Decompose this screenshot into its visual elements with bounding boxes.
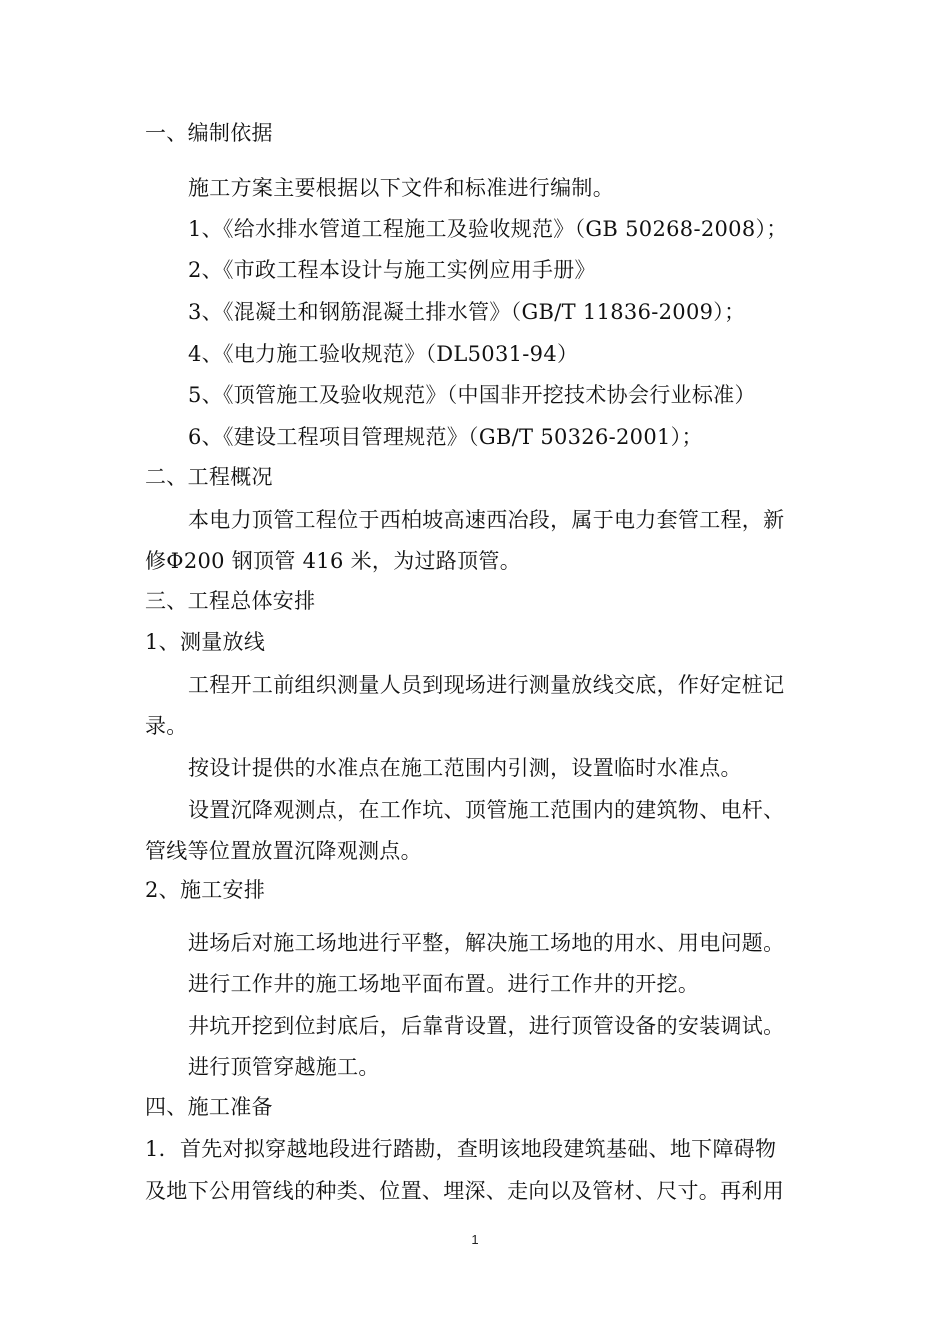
paragraph-line: 进行工作井的施工场地平面布置。进行工作井的开挖。 bbox=[188, 972, 700, 996]
paragraph-line: 管线等位置放置沉降观测点。 bbox=[145, 839, 422, 863]
paragraph-line: 施工方案主要根据以下文件和标准进行编制。 bbox=[188, 176, 614, 200]
subsection-heading-1: 1、测量放线 bbox=[145, 630, 266, 654]
section-heading-2: 二、工程概况 bbox=[145, 465, 273, 489]
paragraph-line: 井坑开挖到位封底后，后靠背设置，进行顶管设备的安装调试。 bbox=[188, 1014, 785, 1038]
reference-item-2: 2、《市政工程本设计与施工实例应用手册》 bbox=[188, 258, 596, 282]
paragraph-line: 及地下公用管线的种类、位置、埋深、走向以及管材、尺寸。再利用 bbox=[145, 1179, 784, 1203]
page-number: 1 bbox=[471, 1232, 479, 1247]
section-heading-4: 四、施工准备 bbox=[145, 1095, 273, 1119]
paragraph-line: 录。 bbox=[145, 714, 188, 738]
subsection-heading-2: 2、施工安排 bbox=[145, 878, 266, 902]
reference-item-6: 6、《建设工程项目管理规范》（GB/T 50326-2001）； bbox=[188, 425, 703, 449]
paragraph-line: 设置沉降观测点，在工作坑、顶管施工范围内的建筑物、电杆、 bbox=[188, 798, 785, 822]
paragraph-line: 本电力顶管工程位于西柏坡高速西冶段，属于电力套管工程，新 bbox=[188, 508, 785, 532]
paragraph-line: 按设计提供的水准点在施工范围内引测，设置临时水准点。 bbox=[188, 756, 742, 780]
section-heading-3: 三、工程总体安排 bbox=[145, 589, 316, 613]
reference-item-4: 4、《电力施工验收规范》（DL5031-94） bbox=[188, 342, 579, 366]
paragraph-line: 进场后对施工场地进行平整，解决施工场地的用水、用电问题。 bbox=[188, 931, 785, 955]
paragraph-line: 工程开工前组织测量人员到现场进行测量放线交底，作好定桩记 bbox=[188, 673, 785, 697]
reference-item-1: 1、《给水排水管道工程施工及验收规范》（GB 50268-2008）； bbox=[188, 217, 788, 241]
section-heading-1: 一、编制依据 bbox=[145, 121, 273, 145]
reference-item-3: 3、《混凝土和钢筋混凝土排水管》（GB/T 11836-2009）； bbox=[188, 300, 746, 324]
paragraph-line: 进行顶管穿越施工。 bbox=[188, 1055, 380, 1079]
reference-item-5: 5、《顶管施工及验收规范》（中国非开挖技术协会行业标准） bbox=[188, 383, 756, 407]
paragraph-line: 1．首先对拟穿越地段进行踏勘，查明该地段建筑基础、地下障碍物 bbox=[145, 1137, 777, 1161]
paragraph-line: 修Φ200 钢顶管 416 米，为过路顶管。 bbox=[145, 549, 522, 573]
